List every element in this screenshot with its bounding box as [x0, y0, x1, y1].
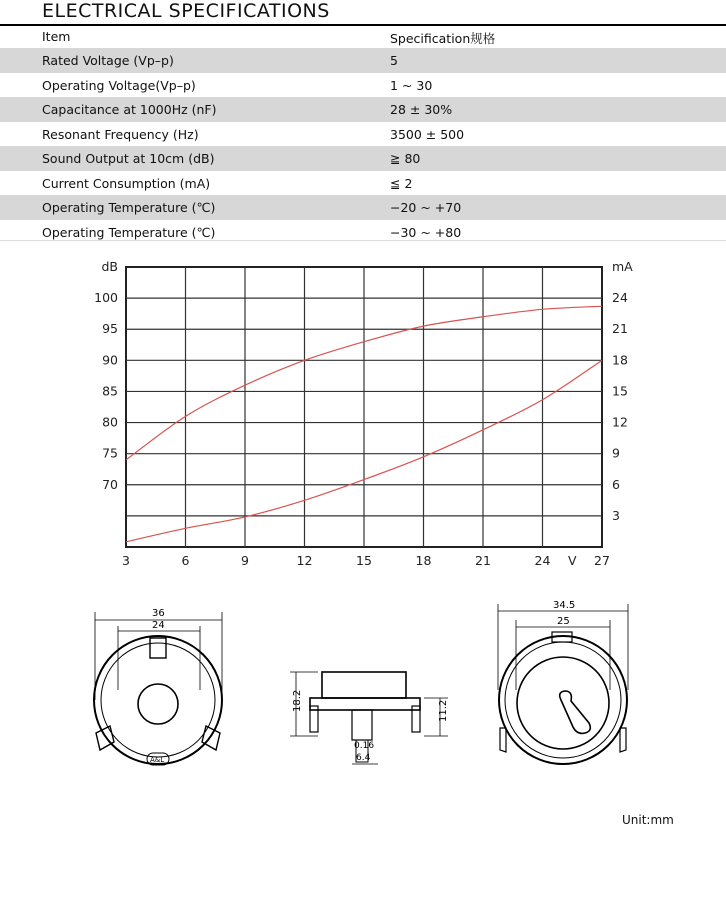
row-value: −20 ~ +70 [390, 200, 462, 215]
row-item: Operating Voltage(Vp–p) [42, 77, 196, 93]
left-tick-label: 95 [102, 321, 118, 337]
left-axis-label: dB [101, 259, 118, 274]
x-tick-label: 3 [122, 553, 130, 568]
left-tick-label: 90 [102, 352, 118, 368]
left-tick-label: 80 [102, 414, 118, 430]
row-item: Operating Temperature (℃) [42, 224, 216, 240]
row-value: 1 ~ 30 [390, 77, 433, 93]
back-view-drawing [498, 604, 628, 764]
row-value: ≧ 80 [390, 151, 421, 166]
front-outer-dim: 36 [152, 608, 165, 619]
left-tick-label: 75 [102, 445, 118, 461]
front-inner-dim: 24 [152, 620, 165, 631]
pin-dim-1: 0.16 [354, 741, 375, 751]
pin-dim-2: 6.4 [356, 753, 371, 763]
row-item: Capacitance at 1000Hz (nF) [42, 102, 217, 117]
x-tick-label: 18 [415, 553, 432, 568]
left-tick-label: 70 [102, 476, 118, 492]
header-spec: Specification规格 [390, 31, 496, 46]
row-value: 5 [390, 53, 398, 68]
side-height-dim: 18.2 [292, 689, 303, 712]
front-view-drawing [94, 612, 222, 765]
x-tick-label: 15 [356, 553, 372, 568]
right-tick-label: 3 [612, 507, 620, 523]
x-tick-label: 6 [181, 553, 190, 568]
unit-label: Unit:mm [622, 813, 674, 827]
row-value: 3500 ± 500 [390, 126, 465, 142]
right-tick-label: 6 [612, 476, 620, 492]
right-tick-label: 9 [612, 445, 620, 461]
back-inner-dim: 25 [557, 616, 570, 627]
side-right-dim: 11.2 [438, 699, 449, 722]
x-tick-label: 12 [296, 553, 313, 568]
right-tick-label: 18 [612, 352, 628, 368]
row-value: ≦ 2 [390, 175, 413, 191]
row-item: Sound Output at 10cm (dB) [42, 151, 215, 166]
x-tick-label: 24 [534, 553, 551, 568]
brand-logo: A&L [150, 756, 165, 764]
left-tick-label: 85 [102, 383, 118, 399]
row-value: 28 ± 30% [390, 102, 453, 117]
x-tick-label: 27 [594, 553, 610, 568]
left-tick-label: 100 [94, 290, 118, 306]
right-tick-label: 21 [612, 321, 628, 337]
side-view-drawing [290, 672, 448, 764]
right-axis-label: mA [612, 259, 633, 274]
x-axis-label: V [567, 553, 577, 568]
section-title: ELECTRICAL SPECIFICATIONS [42, 0, 330, 22]
row-value: −30 ~ +80 [390, 224, 462, 240]
row-item: Rated Voltage (Vp–p) [42, 53, 174, 68]
header-item: Item [42, 29, 71, 44]
x-tick-label: 9 [241, 553, 249, 568]
row-item: Operating Temperature (℃) [42, 200, 216, 215]
right-tick-label: 24 [612, 290, 628, 306]
right-tick-label: 12 [612, 414, 628, 430]
back-outer-dim: 34.5 [553, 600, 576, 611]
x-tick-label: 21 [475, 553, 491, 568]
row-item: Current Consumption (mA) [42, 175, 211, 191]
row-item: Resonant Frequency (Hz) [42, 126, 199, 142]
right-tick-label: 15 [612, 383, 628, 399]
